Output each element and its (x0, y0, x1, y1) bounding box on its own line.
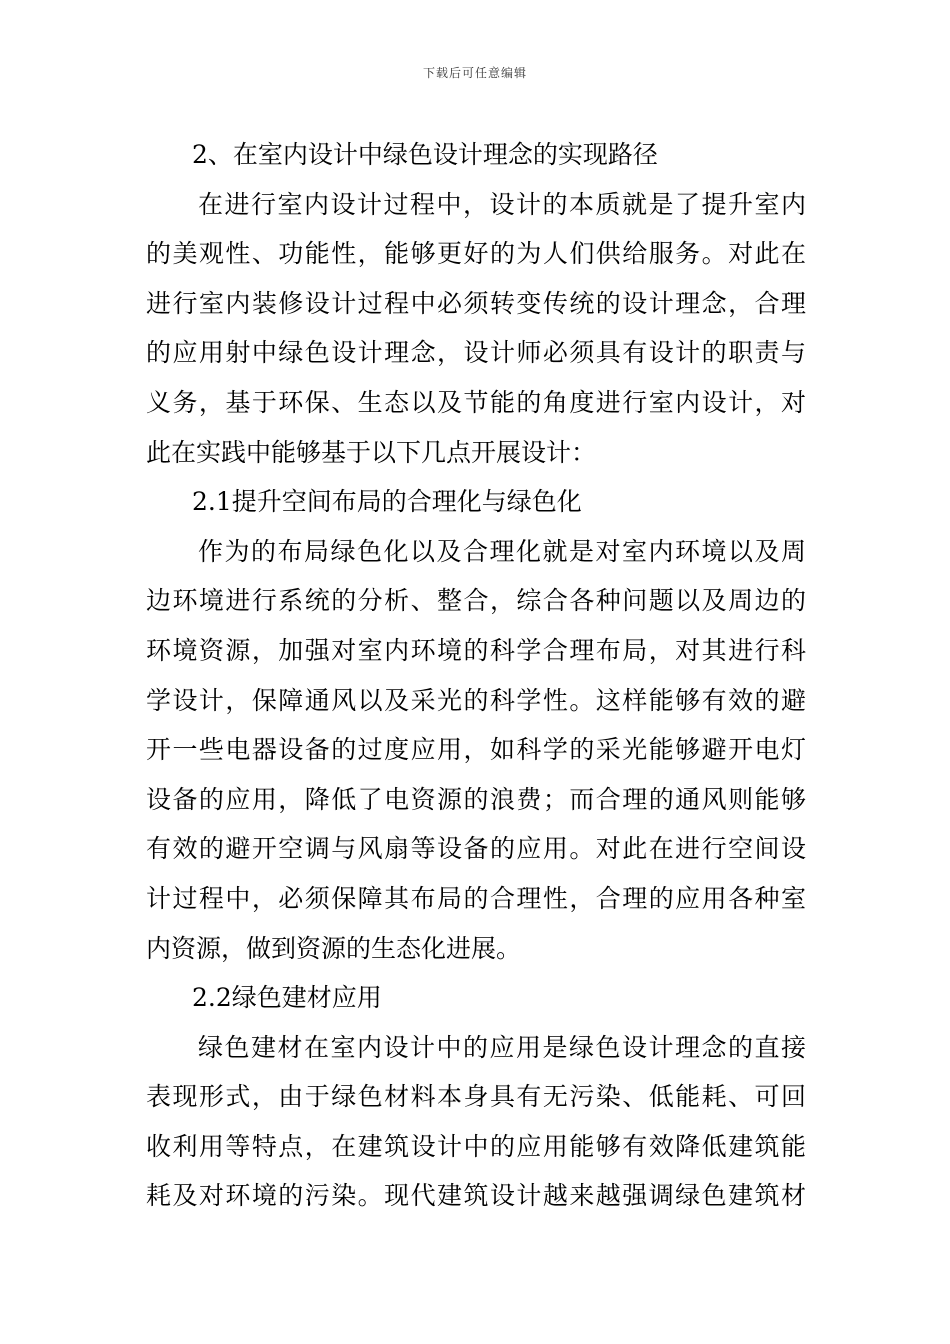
paragraph-line: 环境资源，加强对室内环境的科学合理布局，对其进行科 (146, 635, 806, 665)
paragraph-line: 开一些电器设备的过度应用，如科学的采光能够避开电灯 (146, 735, 806, 765)
paragraph-line: 学设计，保障通风以及采光的科学性。这样能够有效的避 (146, 685, 806, 715)
section-heading: 2、在室内设计中绿色设计理念的实现路径 (192, 140, 658, 169)
paragraph-line: 边环境进行系统的分析、整合，综合各种问题以及周边的 (146, 586, 806, 616)
paragraph-line: 绿色建材在室内设计中的应用是绿色设计理念的直接 (198, 1032, 806, 1062)
paragraph-line: 作为的布局绿色化以及合理化就是对室内环境以及周 (198, 536, 806, 566)
paragraph-line: 进行室内装修设计过程中必须转变传统的设计理念，合理 (146, 288, 806, 318)
subsection-heading: 2.1提升空间布局的合理化与绿色化 (192, 487, 582, 517)
paragraph-line: 内资源，做到资源的生态化进展。 (146, 933, 522, 963)
document-body (146, 130, 806, 1221)
paragraph-line: 收利用等特点，在建筑设计中的应用能够有效降低建筑能 (146, 1131, 806, 1161)
paragraph-line: 设备的应用，降低了电资源的浪费；而合理的通风则能够 (146, 784, 806, 814)
subsection-heading: 2.2绿色建材应用 (192, 983, 382, 1013)
paragraph-line: 此在实践中能够基于以下几点开展设计： (146, 437, 597, 467)
paragraph-line: 在进行室内设计过程中，设计的本质就是了提升室内 (198, 189, 806, 219)
paragraph-line: 耗及对环境的污染。现代建筑设计越来越强调绿色建筑材 (146, 1181, 806, 1211)
page-header-note: 下载后可任意编辑 (422, 66, 527, 80)
paragraph-line: 的应用射中绿色设计理念，设计师必须具有设计的职责与 (146, 338, 806, 368)
paragraph-line: 的美观性、功能性，能够更好的为人们供给服务。对此在 (146, 239, 806, 269)
paragraph-line: 义务，基于环保、生态以及节能的角度进行室内设计，对 (146, 387, 806, 417)
paragraph-line: 有效的避开空调与风扇等设备的应用。对此在进行空间设 (146, 834, 806, 864)
paragraph-line: 计过程中，必须保障其布局的合理性，合理的应用各种室 (146, 883, 806, 913)
paragraph-line: 表现形式，由于绿色材料本身具有无污染、低能耗、可回 (146, 1082, 806, 1112)
